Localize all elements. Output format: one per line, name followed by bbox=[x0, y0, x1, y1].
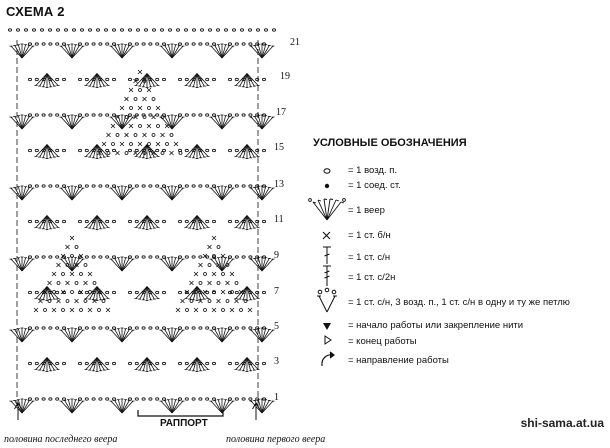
rapport-label: РАППОРТ bbox=[160, 418, 208, 429]
row-number: 17 bbox=[276, 107, 286, 118]
legend-text-end: = конец работы bbox=[348, 336, 417, 347]
row-number: 7 bbox=[274, 286, 279, 297]
legend-text-fan: = 1 веер bbox=[348, 205, 385, 216]
half-double-crochet-icon bbox=[323, 266, 331, 286]
row-number: 5 bbox=[274, 321, 279, 332]
fan-icon bbox=[309, 199, 346, 220]
double-crochet-icon bbox=[323, 247, 331, 264]
row-number: 1 bbox=[274, 392, 279, 403]
legend-text-hdc: = 1 ст. с/2н bbox=[348, 272, 396, 283]
row-number: 15 bbox=[274, 142, 284, 153]
row-number: 11 bbox=[274, 214, 284, 225]
legend-text-shell: = 1 ст. с/н, 3 возд. п., 1 ст. с/н в одну и ту же петлю bbox=[348, 297, 570, 308]
chart-stitches bbox=[8, 29, 275, 420]
legend-text-start: = начало работы или закрепление нити bbox=[348, 320, 524, 331]
legend-text-chain: = 1 возд. п. bbox=[348, 165, 397, 176]
row-number: 21 bbox=[290, 37, 300, 48]
shell-picot-icon bbox=[317, 288, 337, 312]
direction-arrow-icon bbox=[322, 352, 334, 366]
legend-symbols bbox=[300, 150, 350, 375]
half-first-fan-label: половина первого веера bbox=[226, 434, 326, 445]
single-crochet-icon bbox=[323, 232, 330, 239]
legend-text-dc: = 1 ст. с/н bbox=[348, 252, 391, 263]
legend-text-direction: = направление работы bbox=[348, 355, 449, 366]
start-triangle-icon bbox=[323, 323, 331, 330]
scheme-title: СХЕМА 2 bbox=[6, 4, 65, 19]
chain-stitch-icon bbox=[324, 169, 330, 173]
legend-title: УСЛОВНЫЕ ОБОЗНАЧЕНИЯ bbox=[313, 137, 467, 149]
slip-stitch-icon bbox=[325, 184, 329, 188]
legend-text-sc: = 1 ст. б/н bbox=[348, 230, 391, 241]
legend-text-slip: = 1 соед. ст. bbox=[348, 180, 401, 191]
half-last-fan-label: половина последнего веера bbox=[4, 434, 118, 445]
row-number: 19 bbox=[280, 71, 290, 82]
end-triangle-icon bbox=[325, 336, 331, 344]
watermark: shi-sama.at.ua bbox=[520, 416, 604, 430]
row-number: 13 bbox=[274, 179, 284, 190]
row-number: 3 bbox=[274, 356, 279, 367]
row-number: 9 bbox=[274, 250, 279, 261]
